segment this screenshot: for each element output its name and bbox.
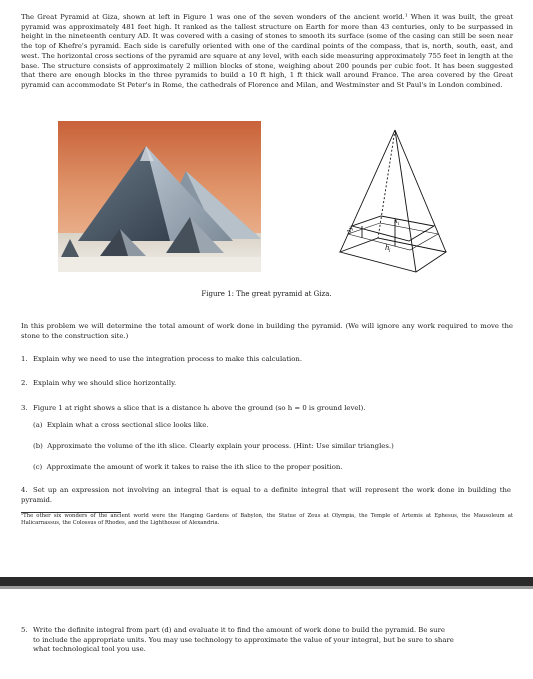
question-text-line-3: what technological tool you use. [33,645,146,654]
pyramid-photo [58,121,261,272]
question-number: 3. [21,404,28,412]
question-4 [21,486,511,505]
svg-text:i: i [389,249,391,254]
label-x: x [394,217,398,225]
subpart-c [33,463,511,473]
question-text-line-1: Write the definite integral from part (d) and evaluate it to find the amount of work done to build the pyramid. Be sure [33,626,445,634]
subpart-a [33,421,511,431]
svg-text:i: i [398,222,400,227]
question-number: 2. [21,379,28,387]
question-1 [21,355,511,365]
problem-intro: In this problem we will determine the total amount of work done in building the pyramid. (We will ignore any work required to move the stone to the construction site.) [21,322,513,340]
question-text: Figure 1 at right shows a slice that is a distance hᵢ above the ground (so h = 0 is ground level). [33,404,366,412]
subpart-label: (a) [33,421,43,429]
question-text: Explain why we need to use the integration process to make this calculation. [33,355,303,363]
label-dy: Δy [346,225,355,235]
figure-caption: Figure 1: The great pyramid at Giza. [201,290,332,298]
front-edge [395,130,416,272]
question-number: 5. [21,626,28,634]
question-number: 4. [21,486,28,494]
question-text: Explain why we should slice horizontally. [33,379,177,387]
intro-paragraph: The Great Pyramid at Giza, shown at left in Figure 1 was one of the seven wonders of the ancient world.¹ When it was built, the great pyramid was approximately 481 feet high. It ranked as the tallest structure on Earth for more than 43 centuries, only to be surpassed in height in the nineteenth century AD. It was covered with a casing of stones to smooth its surface (some of the casing can still be seen near the top of Khefre's pyramid. Each side is carefully oriented with one of the cardinal points of the compass, that is, north, south, east, and west. The horizontal cross sections of the pyramid are square at any level, with each side measuring approximately 755 feet in length at the base. The structure consists of approximately 2 million blocks of stone, weighing about 200 pounds per cubic foot. It has been suggested that there are enough blocks in the three pyramids to build a 10 ft high, 1 ft thick wall around France. The area covered by the Great pyramid can accommodate St Peter's in Rome, the cathedrals of Florence and Milan, and Westminster and St Paul's in London combined. [21,13,513,89]
base-square [340,238,446,272]
subpart-text: Approximate the amount of work it takes to raise the ith slice to the proper position. [46,463,343,471]
footnote: ¹The other six wonders of the ancient world were the Hanging Gardens of Babylon, the Statue of Zeus at Olympia, the Temple of Artemis at Ephesus, the Mausoleum at Halicarnassus, the Colossus of Rhodes, and the Lighthouse of Alexandria. [21,513,513,527]
question-text: Set up an expression not involving an integral that is equal to a definite integral that will represent the work done in building the pyramid. [21,486,511,504]
subpart-text: Explain what a cross sectional slice looks like. [46,421,209,429]
label-h: h [385,244,390,252]
page-separator [0,577,533,586]
subpart-label: (b) [33,442,43,450]
subpart-text: Approximate the volume of the ith slice. Clearly explain your process. (Hint: Use similar triangles.) [47,442,394,450]
question-text-line-2: to include the appropriate units. You may use technology to approximate the value of your integral, but be sure to share [33,635,454,644]
pyramid-slice-diagram [336,128,454,284]
back-edge [378,130,395,238]
question-number: 1. [21,355,28,363]
question-2 [21,379,511,389]
subpart-b [33,442,511,452]
subpart-label: (c) [33,463,43,471]
question-5 [21,626,513,655]
question-3 [21,404,511,414]
